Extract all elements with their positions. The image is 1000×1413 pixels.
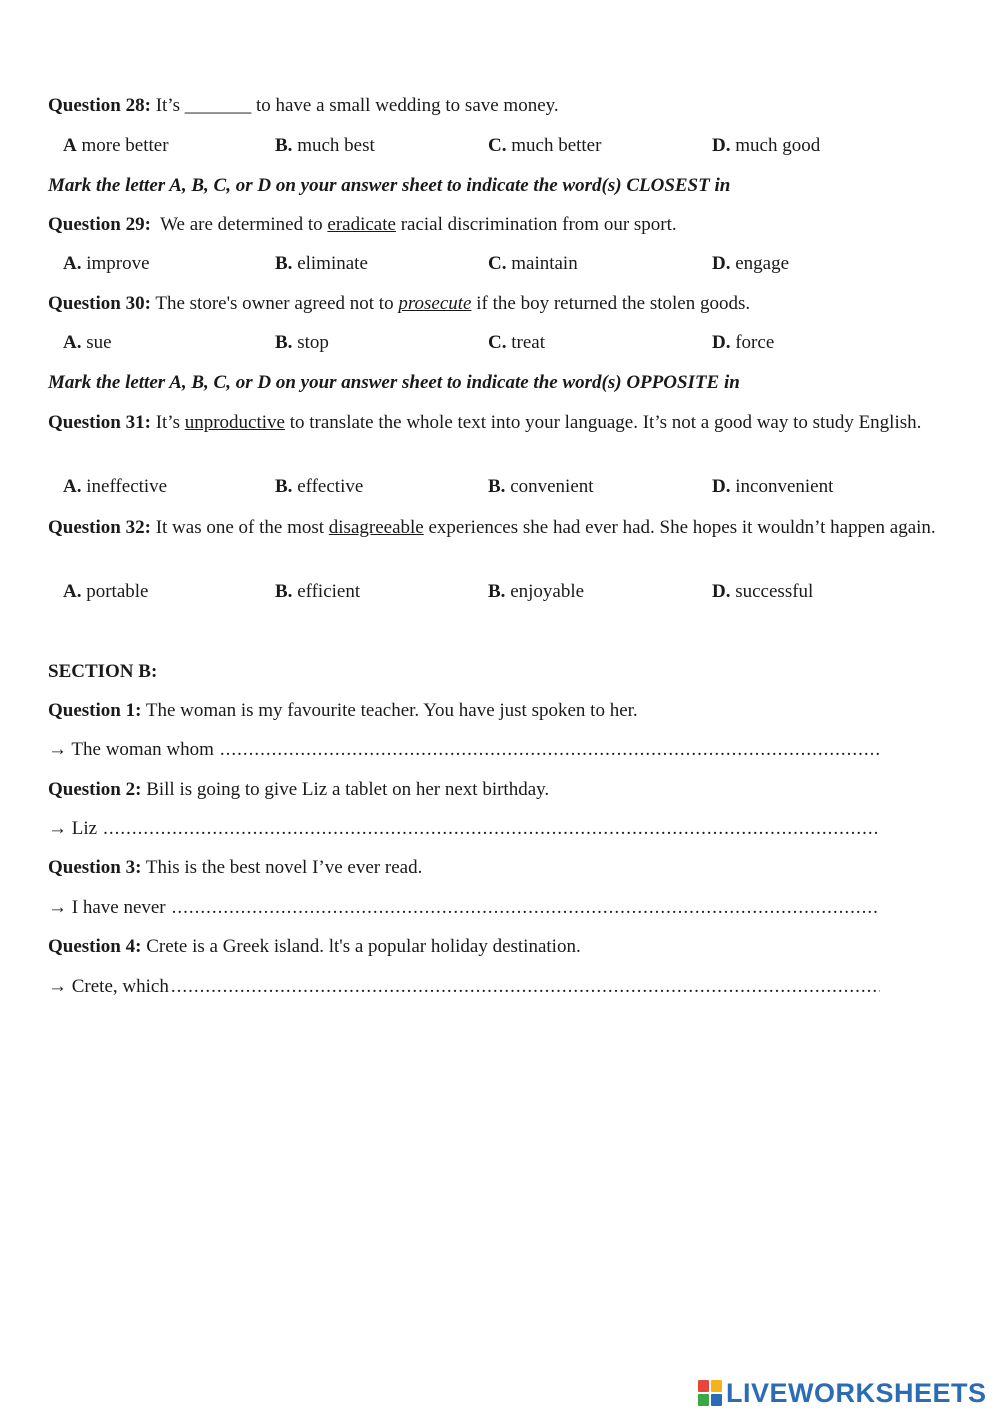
q30-option-c[interactable] bbox=[488, 332, 545, 354]
question-label: Question 32: bbox=[48, 517, 151, 538]
logo-mark-icon bbox=[698, 1380, 722, 1406]
question-label: Question 31: bbox=[48, 412, 151, 433]
option-text: effective bbox=[297, 476, 364, 497]
answer-dots[interactable] bbox=[172, 897, 880, 919]
keyword: prosecute bbox=[398, 293, 472, 314]
option-text: successful bbox=[735, 581, 814, 602]
option-letter: D. bbox=[712, 332, 731, 353]
logo-square-2 bbox=[711, 1380, 722, 1392]
q28-option-b[interactable] bbox=[275, 135, 375, 157]
option-letter: C. bbox=[488, 135, 507, 156]
question-32 bbox=[48, 515, 951, 541]
option-letter: D. bbox=[712, 135, 731, 156]
q31-option-d[interactable] bbox=[712, 476, 833, 498]
answer-prompt: → I have never bbox=[48, 897, 166, 918]
option-text: much better bbox=[511, 135, 602, 156]
option-letter: B. bbox=[275, 135, 293, 156]
section-b-question-1 bbox=[48, 700, 638, 722]
option-letter: B. bbox=[488, 581, 506, 602]
q28-option-c[interactable] bbox=[488, 135, 601, 157]
answer-line-1[interactable] bbox=[48, 739, 880, 761]
question-text: Crete is a Greek island. lt's a popular holiday destination. bbox=[146, 936, 581, 957]
q32-option-b[interactable] bbox=[275, 581, 360, 603]
question-text: Bill is going to give Liz a tablet on her next birthday. bbox=[146, 779, 550, 800]
option-text: more better bbox=[81, 135, 169, 156]
question-text-after: experiences she had ever had. She hopes it wouldn’t happen again. bbox=[428, 517, 936, 538]
question-text-after: to translate the whole text into your language. It’s not a good way to study English. bbox=[289, 412, 922, 433]
section-b-question-2 bbox=[48, 779, 549, 801]
question-label: Question 2: bbox=[48, 779, 142, 800]
q32-option-c[interactable] bbox=[488, 581, 584, 603]
option-text: eliminate bbox=[297, 253, 368, 274]
question-text: This is the best novel I’ve ever read. bbox=[145, 857, 423, 878]
question-text-before: It’s bbox=[155, 412, 180, 433]
q32-option-d[interactable] bbox=[712, 581, 813, 603]
option-text: ineffective bbox=[86, 476, 168, 497]
q29-option-a[interactable] bbox=[63, 253, 150, 275]
option-letter: B. bbox=[275, 253, 293, 274]
section-b-title: SECTION B: bbox=[48, 661, 158, 682]
logo-square-4 bbox=[711, 1394, 722, 1406]
option-text: convenient bbox=[510, 476, 594, 497]
q28-option-d[interactable] bbox=[712, 135, 820, 157]
question-text: The woman is my favourite teacher. You have just spoken to her. bbox=[145, 700, 638, 721]
option-letter: A. bbox=[63, 581, 82, 602]
liveworksheets-logo bbox=[698, 1377, 987, 1409]
option-text: force bbox=[735, 332, 775, 353]
q29-option-c[interactable] bbox=[488, 253, 578, 275]
keyword: unproductive bbox=[184, 412, 285, 433]
question-31 bbox=[48, 410, 951, 436]
option-text: much best bbox=[297, 135, 375, 156]
q30-option-b[interactable] bbox=[275, 332, 329, 354]
answer-dots[interactable] bbox=[171, 976, 880, 998]
q30-option-d[interactable] bbox=[712, 332, 774, 354]
option-letter: D. bbox=[712, 253, 731, 274]
question-label: Question 28: bbox=[48, 95, 151, 116]
option-text: efficient bbox=[297, 581, 361, 602]
answer-prompt: → Crete, which bbox=[48, 976, 169, 997]
instruction-closest: Mark the letter A, B, C, or D on your answer sheet to indicate the word(s) CLOSEST in bbox=[48, 175, 731, 196]
option-letter: D. bbox=[712, 581, 731, 602]
option-text: much good bbox=[735, 135, 821, 156]
option-letter: A. bbox=[63, 253, 82, 274]
logo-text: LIVEWORKSHEETS bbox=[726, 1377, 987, 1408]
question-30 bbox=[48, 293, 750, 315]
answer-prompt: → Liz bbox=[48, 818, 98, 839]
option-letter: A. bbox=[63, 476, 82, 497]
option-letter: A. bbox=[63, 332, 82, 353]
option-letter: D. bbox=[712, 476, 731, 497]
keyword: disagreeable bbox=[328, 517, 424, 538]
q28-option-a[interactable] bbox=[63, 135, 169, 157]
keyword: eradicate bbox=[327, 214, 396, 235]
q30-option-a[interactable] bbox=[63, 332, 112, 354]
question-text-before: We are determined to bbox=[160, 214, 323, 235]
option-letter: B. bbox=[275, 332, 293, 353]
answer-line-2[interactable] bbox=[48, 818, 880, 840]
option-text: enjoyable bbox=[510, 581, 585, 602]
logo-square-1 bbox=[698, 1380, 709, 1392]
option-letter: B. bbox=[275, 476, 293, 497]
question-label: Question 3: bbox=[48, 857, 142, 878]
q29-option-d[interactable] bbox=[712, 253, 789, 275]
question-29 bbox=[48, 214, 677, 236]
question-label: Question 1: bbox=[48, 700, 142, 721]
option-text: engage bbox=[735, 253, 790, 274]
answer-dots[interactable] bbox=[103, 818, 880, 840]
question-text-after: to have a small wedding to save money. bbox=[255, 95, 559, 116]
option-letter: C. bbox=[488, 253, 507, 274]
question-text-after: racial discrimination from our sport. bbox=[400, 214, 677, 235]
option-text: portable bbox=[86, 581, 149, 602]
q31-option-b[interactable] bbox=[275, 476, 363, 498]
question-text-after: if the boy returned the stolen goods. bbox=[476, 293, 751, 314]
option-letter: B. bbox=[488, 476, 506, 497]
answer-line-3[interactable] bbox=[48, 897, 880, 919]
answer-line-4[interactable] bbox=[48, 976, 880, 998]
answer-prompt: → The woman whom bbox=[48, 739, 214, 760]
logo-square-3 bbox=[698, 1394, 709, 1406]
section-b-question-4 bbox=[48, 936, 581, 958]
option-text: stop bbox=[297, 332, 329, 353]
question-label: Question 30: bbox=[48, 293, 151, 314]
option-text: maintain bbox=[511, 253, 578, 274]
option-letter: C. bbox=[488, 332, 507, 353]
question-label: Question 4: bbox=[48, 936, 142, 957]
question-text-before: It was one of the most bbox=[155, 517, 325, 538]
option-text: sue bbox=[86, 332, 112, 353]
q31-option-c[interactable] bbox=[488, 476, 594, 498]
question-text-before: The store's owner agreed not to bbox=[155, 293, 394, 314]
option-letter: B. bbox=[275, 581, 293, 602]
q29-option-b[interactable] bbox=[275, 253, 368, 275]
answer-blank: _______ bbox=[184, 95, 252, 116]
option-text: improve bbox=[86, 253, 150, 274]
q32-option-a[interactable] bbox=[63, 581, 149, 603]
question-text-before: It’s bbox=[155, 95, 180, 116]
instruction-opposite: Mark the letter A, B, C, or D on your answer sheet to indicate the word(s) OPPOSITE in bbox=[48, 372, 740, 393]
question-28 bbox=[48, 95, 559, 117]
option-letter: A bbox=[63, 135, 77, 156]
q31-option-a[interactable] bbox=[63, 476, 167, 498]
option-text: treat bbox=[511, 332, 545, 353]
option-text: inconvenient bbox=[735, 476, 834, 497]
section-b-question-3 bbox=[48, 857, 422, 879]
question-label: Question 29: bbox=[48, 214, 151, 235]
answer-dots[interactable] bbox=[220, 739, 880, 761]
